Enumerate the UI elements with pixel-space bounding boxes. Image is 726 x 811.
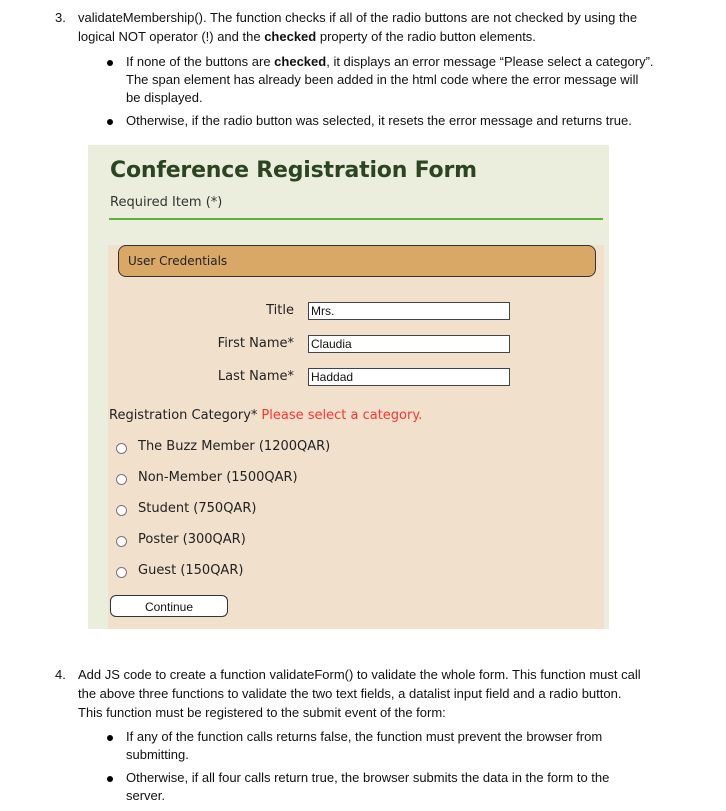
form-title: Conference Registration Form <box>110 158 477 183</box>
required-note: Required Item (*) <box>110 195 223 210</box>
section-3-bullet-1-line-3: be displayed. <box>126 90 203 105</box>
first-name-input[interactable]: Claudia <box>308 335 510 353</box>
radio-button-icon[interactable] <box>116 536 127 547</box>
section-4-bullet-1-line-2: submitting. <box>126 747 189 762</box>
section-4-bullet-1: If any of the function calls returns false, the function must prevent the browser from <box>126 729 603 744</box>
title-label: Title <box>266 303 294 318</box>
bullet-icon <box>107 735 113 741</box>
last-name-label: Last Name* <box>217 369 294 384</box>
section-3-line-1: validateMembership(). The function checks if all of the radio buttons are not checked by using the <box>78 10 638 25</box>
fieldset-legend <box>118 245 596 277</box>
section-3-line-2: logical NOT operator (!) and the checked property of the radio button elements. <box>78 29 536 44</box>
first-name-label: First Name* <box>217 336 294 351</box>
radio-button-icon[interactable] <box>116 505 127 516</box>
continue-button[interactable]: Continue <box>110 595 228 617</box>
last-name-input[interactable]: Haddad <box>308 368 510 386</box>
title-input[interactable]: Mrs. <box>308 302 510 320</box>
section-4-line-2: the above three functions to validate the two text fields, a datalist input field and a radio button. <box>78 686 622 701</box>
section-4-bullet-2-line-2: server. <box>126 788 166 803</box>
section-3-bullet-1: If none of the buttons are checked, it displays an error message “Please select a category”. <box>126 54 654 69</box>
form-screenshot: Conference Registration Form Required Item (*) User Credentials Title Mrs. First Name* Claudia Last Name* Haddad Registration Category* Please select a category. The Buzz Member (1200QAR) Non-Member (1500QAR) Student (750QAR) Poster (300QAR) Guest (150QAR) Continue <box>88 145 609 629</box>
section-3-bullet-1-line-2: The span element has already been added in the html code where the error message will <box>126 72 639 87</box>
item-number-4: 4. <box>55 667 66 682</box>
title-divider <box>109 218 603 220</box>
category-error-message: Please select a category. <box>261 408 423 423</box>
radio-button-icon[interactable] <box>116 474 127 485</box>
radio-button-icon[interactable] <box>116 443 127 454</box>
radio-button-icon[interactable] <box>116 567 127 578</box>
bullet-icon <box>107 119 113 125</box>
section-4-line-3: This function must be registered to the submit event of the form: <box>78 705 446 720</box>
legend-label: User Credentials <box>128 254 228 268</box>
bullet-icon <box>107 776 113 782</box>
registration-category-label: Registration Category* Please select a category. <box>109 408 423 423</box>
item-number-3: 3. <box>55 10 66 25</box>
section-4-line-1: Add JS code to create a function validateForm() to validate the whole form. This function must call <box>78 667 641 682</box>
section-3-bullet-2: Otherwise, if the radio button was selected, it resets the error message and returns true. <box>126 113 632 128</box>
section-4-bullet-2: Otherwise, if all four calls return true, the browser submits the data in the form to the <box>126 770 610 785</box>
bullet-icon <box>107 60 113 66</box>
